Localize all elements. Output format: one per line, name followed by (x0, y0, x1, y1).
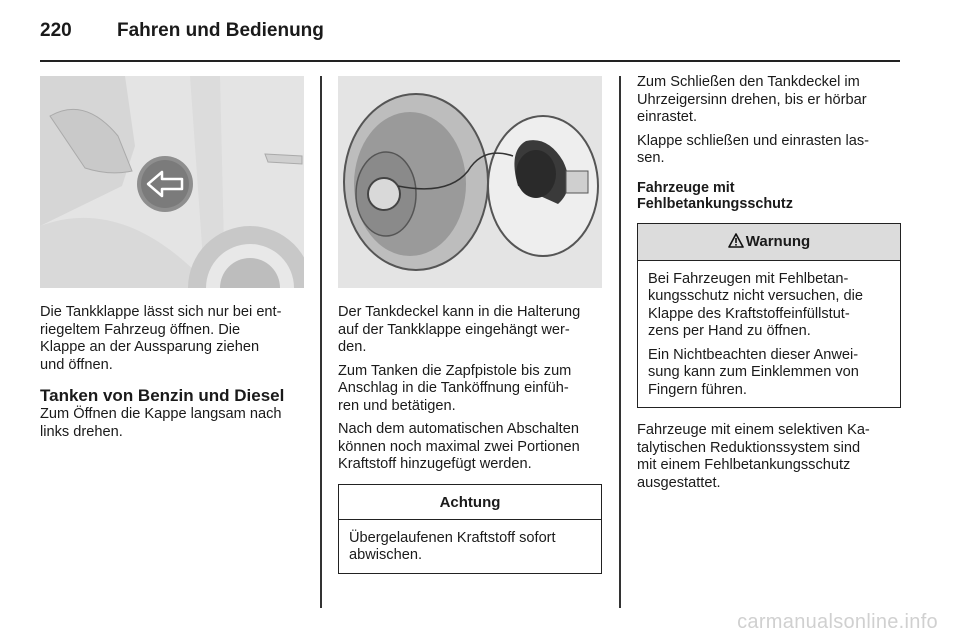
warning-triangle-icon (728, 233, 744, 252)
column-divider-2 (619, 76, 621, 608)
cap-closing-text: Zum Schließen den Tankdeckel im Uhrzeigersinn drehen, bis er hörbar einrastet. (637, 74, 867, 125)
auto-shutoff-text: Nach dem automatischen Abschalten können noch maximal zwei Portionen Kraftstoff hinzugefügt werden. (338, 421, 580, 472)
caution-title: Achtung (339, 485, 601, 520)
warning-header (638, 224, 900, 261)
fuel-cap-illustration (338, 76, 602, 288)
fuel-flap-instructions: Die Tankklappe lässt sich nur bei ent- riegeltem Fahrzeug öffnen. Die Klappe an der Aussparung ziehen und öffnen. (40, 304, 282, 373)
page-number: 220 (40, 20, 72, 41)
column-1 (40, 76, 304, 447)
warning-text-2: Ein Nichtbeachten dieser Anwei- sung kann zum Einklemmen von Fingern führen. (648, 346, 859, 398)
cap-open-instructions: Zum Öffnen die Kappe langsam nach links drehen. (40, 406, 282, 440)
column-2 (338, 76, 602, 574)
section-heading-refuel: Tanken von Benzin und Diesel (40, 386, 285, 405)
watermark-text: carmanualsonline.info (737, 611, 938, 633)
warning-title: Warnung (745, 232, 811, 250)
caution-text: Übergelaufenen Kraftstoff sofort abwischen. (349, 529, 556, 563)
page-title: Fahren und Bedienung (117, 20, 324, 41)
fuel-flap-car-illustration (40, 76, 304, 288)
fuel-nozzle-text: Zum Tanken die Zapfpistole bis zum Anschlag in die Tanköffnung einfüh- ren und betätigen. (338, 362, 572, 414)
caution-box (338, 484, 602, 574)
header-rule (40, 60, 900, 62)
cap-holder-text: Der Tankdeckel kann in die Halterung auf der Tankklappe eingehängt wer- den. (338, 304, 581, 355)
column-divider-1 (320, 76, 322, 608)
column-3 (637, 76, 901, 498)
warning-text-1: Bei Fahrzeugen mit Fehlbetan- kungsschutz nicht versuchen, die Klappe des Kraftstoffeinfüllstut- zens per Hand zu öffnen. (648, 270, 863, 339)
misfuel-protection-heading: Fahrzeuge mit Fehlbetankungsschutz (637, 179, 793, 212)
scr-system-text: Fahrzeuge mit einem selektiven Ka- talytischen Reduktionssystem sind mit einem Fehlbetankungsschutz ausgestattet. (637, 422, 870, 491)
flap-closing-text: Klappe schließen und einrasten las- sen. (637, 132, 870, 166)
warning-box (637, 223, 901, 409)
